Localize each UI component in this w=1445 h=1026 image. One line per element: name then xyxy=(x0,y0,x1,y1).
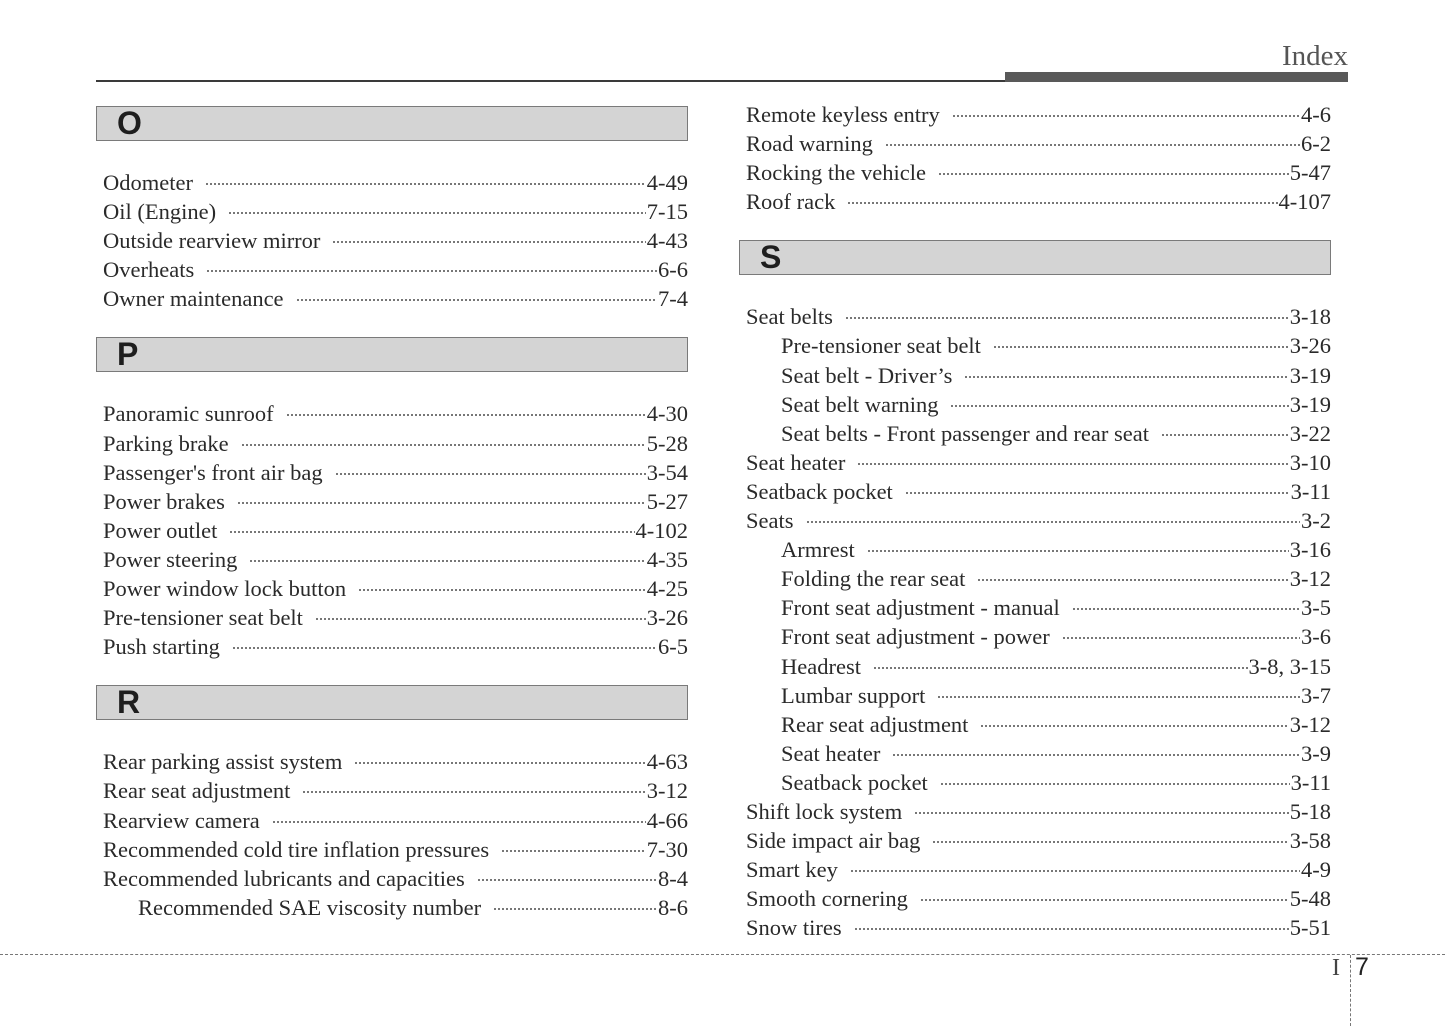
entry-label: Odometer xyxy=(103,170,193,195)
dot-leader xyxy=(937,696,1300,698)
entry-page-ref: 4-6 xyxy=(1301,102,1331,127)
index-entry xyxy=(96,458,688,487)
index-entry xyxy=(96,168,688,197)
index-entry xyxy=(96,429,688,458)
index-entry xyxy=(96,399,688,428)
entry-page-ref: 6-5 xyxy=(658,634,688,660)
index-subentry xyxy=(739,331,1331,360)
dot-leader xyxy=(1062,637,1300,639)
footer-divider xyxy=(0,954,1445,955)
dot-leader xyxy=(232,647,657,649)
index-subentry xyxy=(739,593,1331,622)
dot-leader xyxy=(229,531,634,533)
entry-label: Pre-tensioner seat belt xyxy=(103,605,303,631)
index-entry xyxy=(96,603,688,632)
entry-page-ref: 5-18 xyxy=(1289,798,1331,824)
index-subentry xyxy=(739,564,1331,593)
index-entry xyxy=(96,776,688,805)
entry-page-ref: 3-26 xyxy=(646,605,688,631)
entry-page-ref: 8-4 xyxy=(658,865,688,891)
entry-page-ref: 3-19 xyxy=(1289,391,1331,417)
entry-page-ref: 3-19 xyxy=(1289,362,1331,388)
entry-label: Snow tires xyxy=(746,915,842,941)
index-entry xyxy=(739,884,1331,913)
dot-leader xyxy=(228,212,646,214)
entry-label: Seatback pocket xyxy=(781,769,928,795)
entry-page-ref: 4-66 xyxy=(646,807,688,833)
index-entry xyxy=(739,913,1331,942)
entry-label: Armrest xyxy=(781,537,855,563)
entry-page-ref: 3-9 xyxy=(1301,740,1331,766)
dot-leader xyxy=(952,115,1300,117)
entry-label: Front seat adjustment - manual xyxy=(781,595,1060,621)
entry-page-ref: 3-54 xyxy=(646,459,688,485)
entry-page-ref: 5-48 xyxy=(1289,886,1331,912)
entry-label: Seat belt warning xyxy=(781,391,939,417)
dot-leader xyxy=(315,618,646,620)
dot-leader xyxy=(477,879,657,881)
section-header-s: S xyxy=(739,240,1331,275)
entry-label: Smart key xyxy=(746,857,838,883)
entry-label: Recommended lubricants and capacities xyxy=(103,865,465,891)
entry-page-ref: 4-63 xyxy=(646,749,688,775)
index-entry xyxy=(739,129,1331,158)
entry-page-ref: 3-58 xyxy=(1289,828,1331,854)
entry-label: Lumbar support xyxy=(781,682,926,708)
header-rule xyxy=(96,80,1005,82)
entry-label: Shift lock system xyxy=(746,798,903,824)
entry-label: Panoramic sunroof xyxy=(103,401,274,427)
entry-label: Seat belts xyxy=(746,304,833,330)
entry-page-ref: 6-2 xyxy=(1301,131,1331,157)
index-entry-list xyxy=(96,168,688,313)
dot-leader xyxy=(850,870,1300,872)
index-entry xyxy=(739,506,1331,535)
entry-page-ref: 4-49 xyxy=(646,170,688,195)
index-subentry xyxy=(739,768,1331,797)
dot-leader xyxy=(845,317,1289,319)
index-entry-list xyxy=(96,399,688,661)
entry-label: Rear parking assist system xyxy=(103,749,343,775)
dot-leader xyxy=(905,492,1290,494)
entry-page-ref: 3-11 xyxy=(1290,769,1331,795)
entry-page-ref: 3-16 xyxy=(1289,537,1331,563)
entry-page-ref: 4-9 xyxy=(1301,857,1331,883)
dot-leader xyxy=(847,202,1277,204)
entry-label: Seats xyxy=(746,508,794,534)
entry-label: Parking brake xyxy=(103,430,229,456)
entry-page-ref: 4-43 xyxy=(646,228,688,254)
index-subentry xyxy=(739,535,1331,564)
entry-page-ref: 3-6 xyxy=(1301,624,1331,650)
entry-label: Overheats xyxy=(103,257,195,283)
entry-label: Owner maintenance xyxy=(103,286,284,312)
entry-label: Seat heater xyxy=(781,740,881,766)
index-entry xyxy=(96,487,688,516)
entry-page-ref: 8-6 xyxy=(658,894,688,920)
index-subentry xyxy=(739,622,1331,651)
index-entry xyxy=(96,197,688,226)
dot-leader xyxy=(296,299,657,301)
entry-page-ref: 7-15 xyxy=(646,199,688,225)
index-subentry xyxy=(739,652,1331,681)
dot-leader xyxy=(914,812,1289,814)
entry-page-ref: 3-11 xyxy=(1290,478,1331,504)
entry-page-ref: 4-25 xyxy=(646,576,688,602)
index-entry xyxy=(96,255,688,284)
dot-leader xyxy=(206,270,657,272)
entry-page-ref: 5-28 xyxy=(646,430,688,456)
entry-label: Smooth cornering xyxy=(746,886,908,912)
index-entry xyxy=(96,545,688,574)
entry-page-ref: 7-30 xyxy=(646,836,688,862)
entry-page-ref: 3-18 xyxy=(1289,304,1331,330)
entry-label: Pre-tensioner seat belt xyxy=(781,333,981,359)
index-subentry xyxy=(739,419,1331,448)
dot-leader xyxy=(920,899,1289,901)
entry-label: Power outlet xyxy=(103,517,218,543)
dot-leader xyxy=(237,502,646,504)
section-header-p: P xyxy=(96,337,688,372)
index-subentry xyxy=(739,681,1331,710)
entry-page-ref: 5-47 xyxy=(1289,160,1331,186)
index-entry-list xyxy=(739,302,1331,942)
footer-page-number: 7 xyxy=(1355,953,1369,981)
entry-label: Rocking the vehicle xyxy=(746,160,926,186)
index-entry xyxy=(739,302,1331,331)
entry-label: Recommended SAE viscosity number xyxy=(138,894,482,920)
dot-leader xyxy=(335,473,646,475)
index-entry xyxy=(739,855,1331,884)
index-entry-list xyxy=(739,100,1331,216)
index-entry xyxy=(739,187,1331,216)
index-subentry xyxy=(739,710,1331,739)
entry-label: Rearview camera xyxy=(103,807,260,833)
index-entry xyxy=(96,284,688,313)
section-header-r: R xyxy=(96,685,688,720)
dot-leader xyxy=(940,783,1290,785)
dot-leader xyxy=(964,376,1288,378)
entry-page-ref: 3-5 xyxy=(1301,595,1331,621)
index-entry xyxy=(739,477,1331,506)
footer-section-letter: I xyxy=(1332,955,1340,981)
dot-leader xyxy=(806,521,1301,523)
dot-leader xyxy=(354,762,645,764)
entry-label: Power window lock button xyxy=(103,576,347,602)
dot-leader xyxy=(205,183,646,185)
index-entry xyxy=(739,100,1331,129)
dot-leader xyxy=(358,589,646,591)
entry-label: Roof rack xyxy=(746,189,836,215)
entry-label: Power steering xyxy=(103,546,238,572)
section-header-o: O xyxy=(96,106,688,141)
entry-label: Outside rearview mirror xyxy=(103,228,321,254)
index-entry-list xyxy=(96,747,688,922)
entry-label: Recommended cold tire inflation pressures xyxy=(103,836,490,862)
dot-leader xyxy=(854,928,1289,930)
entry-label: Seat belts - Front passenger and rear seat xyxy=(781,420,1149,446)
index-entry xyxy=(739,158,1331,187)
index-entry xyxy=(739,826,1331,855)
dot-leader xyxy=(980,725,1288,727)
index-subentry xyxy=(739,390,1331,419)
index-subentry xyxy=(739,361,1331,390)
index-subentry xyxy=(739,739,1331,768)
entry-label: Road warning xyxy=(746,131,873,157)
index-subentry xyxy=(96,893,688,922)
entry-label: Seat heater xyxy=(746,449,846,475)
footer-vertical-divider xyxy=(1350,955,1351,1026)
entry-label: Seatback pocket xyxy=(746,478,893,504)
dot-leader xyxy=(977,579,1288,581)
dot-leader xyxy=(501,850,646,852)
dot-leader xyxy=(241,444,646,446)
dot-leader xyxy=(272,821,646,823)
dot-leader xyxy=(950,405,1288,407)
dot-leader xyxy=(885,144,1300,146)
dot-leader xyxy=(249,560,645,562)
entry-label: Passenger's front air bag xyxy=(103,459,323,485)
index-column-right xyxy=(739,100,1331,966)
entry-page-ref: 4-102 xyxy=(635,517,688,543)
index-entry xyxy=(96,516,688,545)
entry-label: Push starting xyxy=(103,634,220,660)
entry-label: Seat belt - Driver’s xyxy=(781,362,953,388)
dot-leader xyxy=(302,791,645,793)
dot-leader xyxy=(993,346,1289,348)
entry-label: Side impact air bag xyxy=(746,828,921,854)
entry-page-ref: 3-22 xyxy=(1289,420,1331,446)
entry-page-ref: 3-26 xyxy=(1289,333,1331,359)
index-entry xyxy=(96,835,688,864)
index-entry xyxy=(96,632,688,661)
index-column-left xyxy=(96,100,688,946)
entry-page-ref: 3-12 xyxy=(1289,711,1331,737)
header-accent-bar xyxy=(1005,72,1348,82)
dot-leader xyxy=(493,908,657,910)
entry-label: Rear seat adjustment xyxy=(781,711,969,737)
index-entry xyxy=(96,747,688,776)
dot-leader xyxy=(932,841,1288,843)
index-entry xyxy=(96,574,688,603)
entry-page-ref: 3-8, 3-15 xyxy=(1248,653,1331,679)
dot-leader xyxy=(867,550,1289,552)
index-entry xyxy=(96,806,688,835)
entry-label: Remote keyless entry xyxy=(746,102,940,127)
dot-leader xyxy=(857,463,1288,465)
entry-page-ref: 7-4 xyxy=(658,286,688,312)
entry-label: Folding the rear seat xyxy=(781,566,966,592)
dot-leader xyxy=(938,173,1289,175)
dot-leader xyxy=(892,754,1300,756)
entry-page-ref: 4-30 xyxy=(646,401,688,427)
dot-leader xyxy=(286,414,646,416)
index-entry xyxy=(739,448,1331,477)
entry-label: Oil (Engine) xyxy=(103,199,217,225)
index-entry xyxy=(739,797,1331,826)
entry-page-ref: 3-10 xyxy=(1289,449,1331,475)
index-entry xyxy=(96,226,688,255)
index-entry xyxy=(96,864,688,893)
entry-page-ref: 4-107 xyxy=(1278,189,1331,215)
dot-leader xyxy=(332,241,645,243)
entry-page-ref: 3-2 xyxy=(1301,508,1331,534)
entry-page-ref: 4-35 xyxy=(646,546,688,572)
entry-label: Rear seat adjustment xyxy=(103,778,291,804)
entry-label: Power brakes xyxy=(103,488,225,514)
entry-page-ref: 5-27 xyxy=(646,488,688,514)
entry-page-ref: 5-51 xyxy=(1289,915,1331,941)
entry-label: Headrest xyxy=(781,653,861,679)
page-title: Index xyxy=(1281,40,1348,72)
entry-page-ref: 3-7 xyxy=(1301,682,1331,708)
dot-leader xyxy=(1072,608,1300,610)
entry-page-ref: 3-12 xyxy=(646,778,688,804)
dot-leader xyxy=(1161,434,1289,436)
dot-leader xyxy=(873,667,1248,669)
entry-page-ref: 3-12 xyxy=(1289,566,1331,592)
entry-label: Front seat adjustment - power xyxy=(781,624,1050,650)
entry-page-ref: 6-6 xyxy=(658,257,688,283)
